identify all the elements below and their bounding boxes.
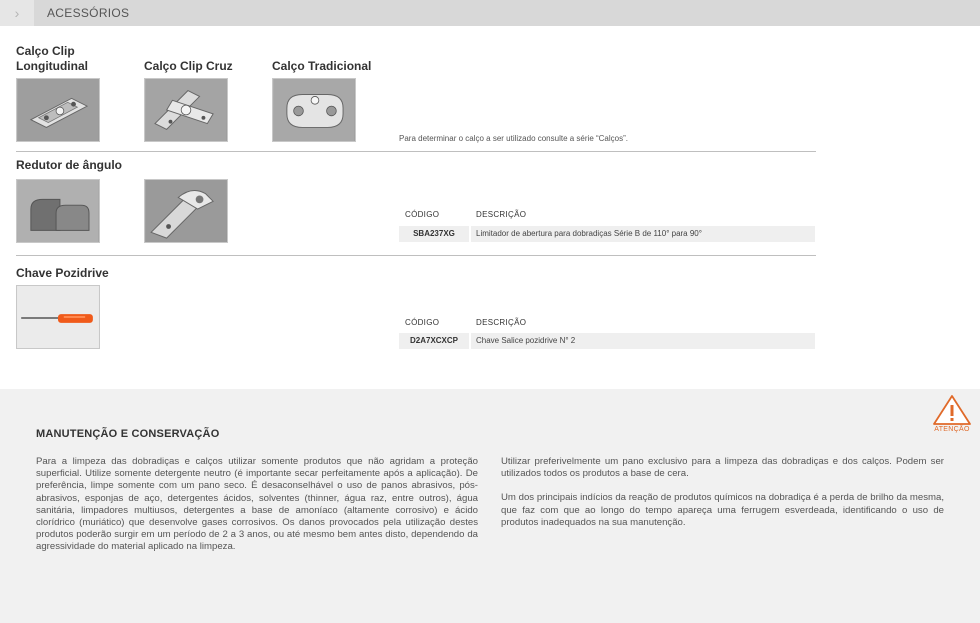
section-title-redutor: Redutor de ângulo: [16, 158, 122, 172]
product-title-calco-tradicional: Calço Tradicional: [272, 59, 372, 73]
product-title-calco-clip-longitudinal: Calço Clip Longitudinal: [16, 44, 88, 73]
maintenance-section: [0, 389, 980, 623]
warning-triangle-icon: [930, 394, 974, 426]
section-divider: [16, 255, 816, 256]
attention-label: ATENÇÃO: [934, 426, 970, 433]
product-image-redutor: [16, 179, 100, 243]
calco-note: Para determinar o calço a ser utilizado consulte a série “Calços”.: [399, 134, 628, 143]
maintenance-paragraph: Um dos principais indícios da reação de produtos químicos na dobradiça é a perda de brilho da mesma, que faz com que ao longo do tempo apareça uma ferrugem esverdeada, identificando o uso de produtos inadequados na sua manutenção.: [501, 492, 944, 528]
product-image-redutor-montado: [144, 179, 228, 243]
product-image-calco-clip-longitudinal: [16, 78, 100, 142]
section-header: [0, 0, 980, 26]
table-row: [399, 333, 815, 349]
product-code: SBA237XG: [413, 229, 455, 238]
product-code: D2A7XCXCP: [409, 336, 458, 345]
column-header-code: CÓDIGO: [405, 318, 440, 327]
product-description: Chave Salice pozidrive N° 2: [476, 336, 576, 345]
column-header-description: DESCRIÇÃO: [476, 210, 527, 219]
section-divider: [16, 151, 816, 152]
table-row: [399, 226, 815, 242]
attention-badge: [930, 394, 974, 436]
product-title-calco-clip-cruz: Calço Clip Cruz: [144, 59, 233, 73]
chevron-right-icon[interactable]: ›: [0, 0, 34, 26]
product-image-chave-pozidrive: [16, 285, 100, 349]
maintenance-paragraph: Utilizar preferivelmente um pano exclusivo para a limpeza das dobradiças e dos calços. Podem ser utilizados todos os produtos a base de cera.: [501, 456, 944, 480]
maintenance-text-right: [501, 456, 944, 541]
maintenance-text-left: [36, 456, 478, 566]
product-description: Limitador de abertura para dobradiças Série B de 110° para 90°: [476, 229, 702, 238]
cell-separator: [469, 333, 471, 349]
section-title: ACESSÓRIOS: [47, 6, 130, 20]
column-header-code: CÓDIGO: [405, 210, 440, 219]
maintenance-paragraph: Para a limpeza das dobradiças e calços utilizar somente produtos que não agridam a proteção superficial. Utilize somente detergente neutro (é importante secar perfeitamente após a aplicação). De preferência, limpe somente com um pano seco. É desaconselhável o uso de panos abrasivos, pós-abrasivos, esponjas de aço, detergentes ácidos, solventes (thinner, água raz, entre outros), água sanitária, limpadores multiusos, detergentes a base de amoníaco (altamente corrosivo) e ácido clorídrico (muriático) que desenvolve gases corrosivos. Os danos provocados pela utilização destes produtos poderão surgir em um período de 2 a 3 anos, ou até mesmo bem antes disto, dependendo da agressividade do material aplicado na limpeza.: [36, 456, 478, 553]
section-title-chave: Chave Pozidrive: [16, 266, 109, 280]
column-header-description: DESCRIÇÃO: [476, 318, 527, 327]
product-image-calco-tradicional: [272, 78, 356, 142]
cell-separator: [469, 226, 471, 242]
maintenance-title: MANUTENÇÃO E CONSERVAÇÃO: [36, 428, 220, 440]
product-image-calco-clip-cruz: [144, 78, 228, 142]
